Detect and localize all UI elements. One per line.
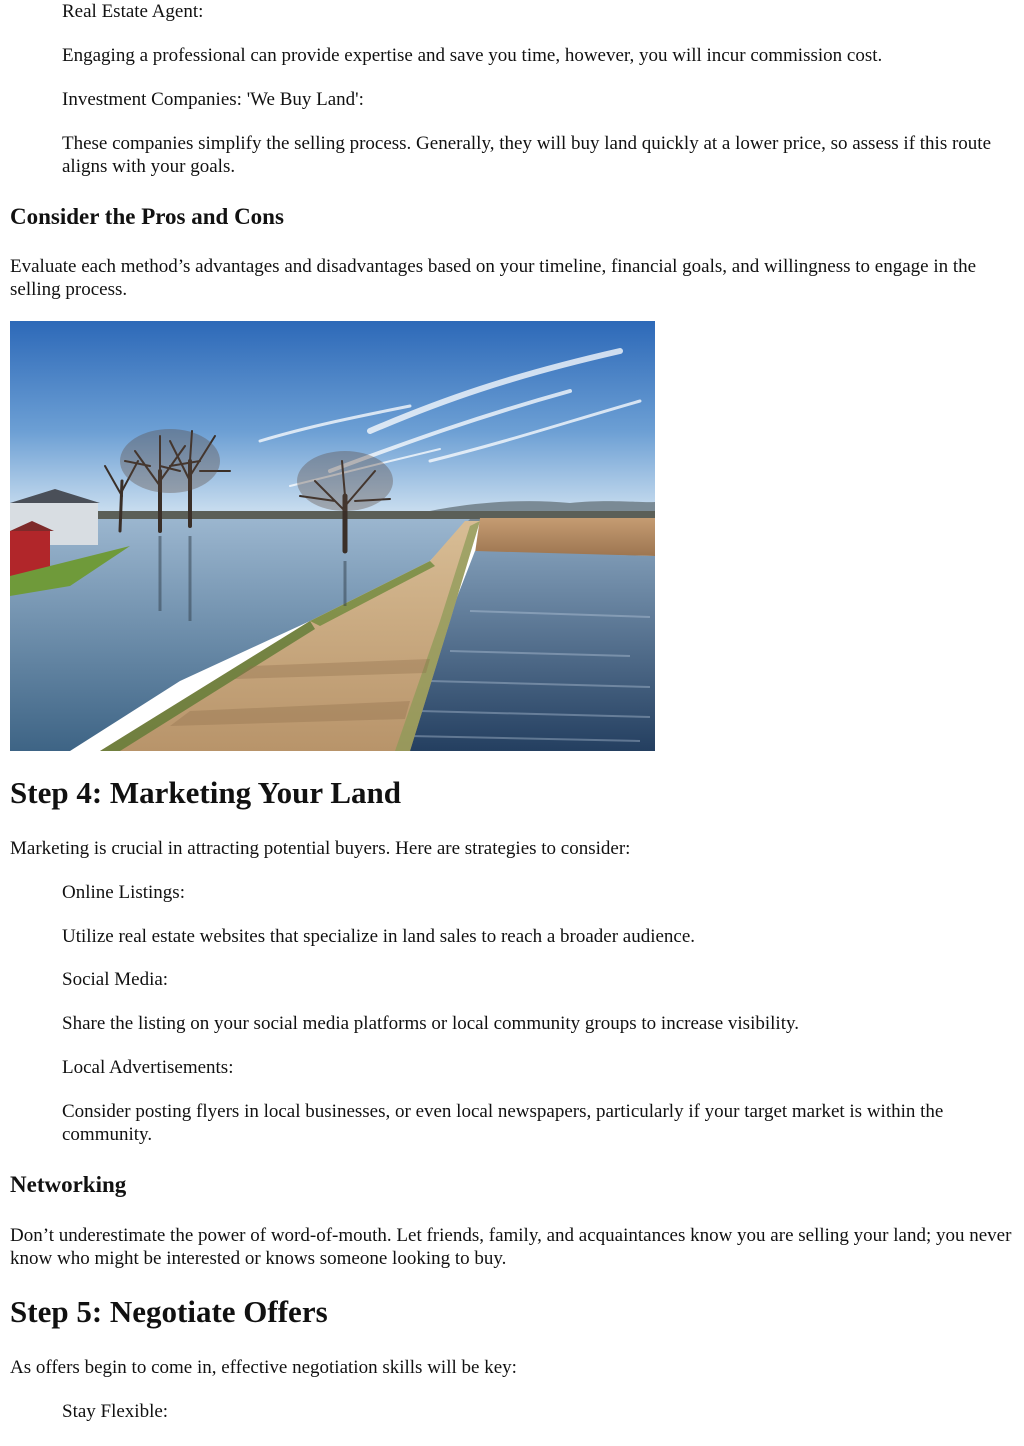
networking-text: Don’t underestimate the power of word-of-mouth. Let friends, family, and acquaintances know you are selling your land; you never know who might be interested or knows someone looking to buy. [10, 1225, 1012, 1269]
agent-description: Engaging a professional can provide expertise and save you time, however, you will incur commission cost. [62, 45, 883, 66]
pros-cons-heading: Consider the Pros and Cons [10, 204, 284, 229]
stay-flexible-label: Stay Flexible: [62, 1401, 169, 1422]
landscape-photo [10, 321, 655, 751]
step5-intro: As offers begin to come in, effective negotiation skills will be key: [10, 1357, 517, 1378]
local-ads-label: Local Advertisements: [62, 1057, 234, 1078]
investor-description: These companies simplify the selling process. Generally, they will buy land quickly at a lower price, so assess if this route aligns with your goals. [62, 133, 992, 177]
step4-heading: Step 4: Marketing Your Land [10, 775, 401, 810]
step5-heading: Step 5: Negotiate Offers [10, 1294, 328, 1329]
networking-heading: Networking [10, 1172, 127, 1197]
pros-cons-text: Evaluate each method’s advantages and disadvantages based on your timeline, financial goals, and willingness to engage in the selling process. [10, 256, 977, 300]
online-listings-label: Online Listings: [62, 882, 185, 903]
agent-label: Real Estate Agent: [62, 1, 204, 22]
step4-intro: Marketing is crucial in attracting potential buyers. Here are strategies to consider: [10, 838, 631, 859]
social-media-desc: Share the listing on your social media platforms or local community groups to increase visibility. [62, 1013, 799, 1034]
online-listings-desc: Utilize real estate websites that specialize in land sales to reach a broader audience. [62, 926, 696, 947]
social-media-label: Social Media: [62, 969, 169, 990]
local-ads-desc: Consider posting flyers in local businesses, or even local newspapers, particularly if your target market is within the community. [62, 1101, 944, 1145]
photo-icon [10, 321, 655, 751]
investor-label: Investment Companies: 'We Buy Land': [62, 89, 364, 110]
